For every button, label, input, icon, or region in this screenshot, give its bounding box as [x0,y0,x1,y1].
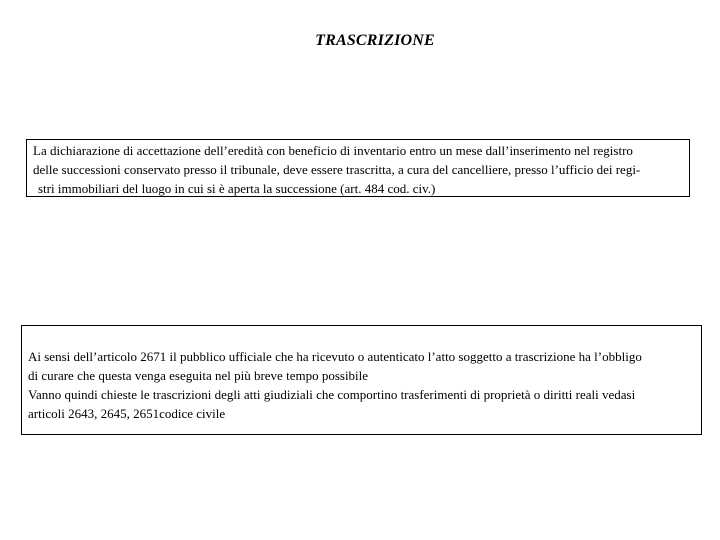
text-box-trascrizioni [21,325,702,435]
paragraph-line: Vanno quindi chieste le trascrizioni degli atti giudiziali che comportino trasferimenti di proprietà o diritti reali vedasi [28,387,636,402]
text-box-dichiarazione [26,139,690,197]
paragraph-line: di curare che questa venga eseguita nel più breve tempo possibile [28,368,369,383]
paragraph-line: articoli 2643, 2645, 2651codice civile [28,406,226,421]
paragraph-line: stri immobiliari del luogo in cui si è aperta la successione (art. 484 cod. civ.) [38,181,436,196]
page-title: TRASCRIZIONE [315,32,435,49]
paragraph-line: delle successioni conservato presso il tribunale, deve essere trascritta, a cura del cancelliere, presso l’ufficio dei regi- [33,162,641,177]
paragraph-line: Ai sensi dell’articolo 2671 il pubblico ufficiale che ha ricevuto o autenticato l’atto soggetto a trascrizione ha l’obbligo [28,349,642,364]
paragraph-line: La dichiarazione di accettazione dell’eredità con beneficio di inventario entro un mese dall’inserimento nel registro [33,143,633,158]
